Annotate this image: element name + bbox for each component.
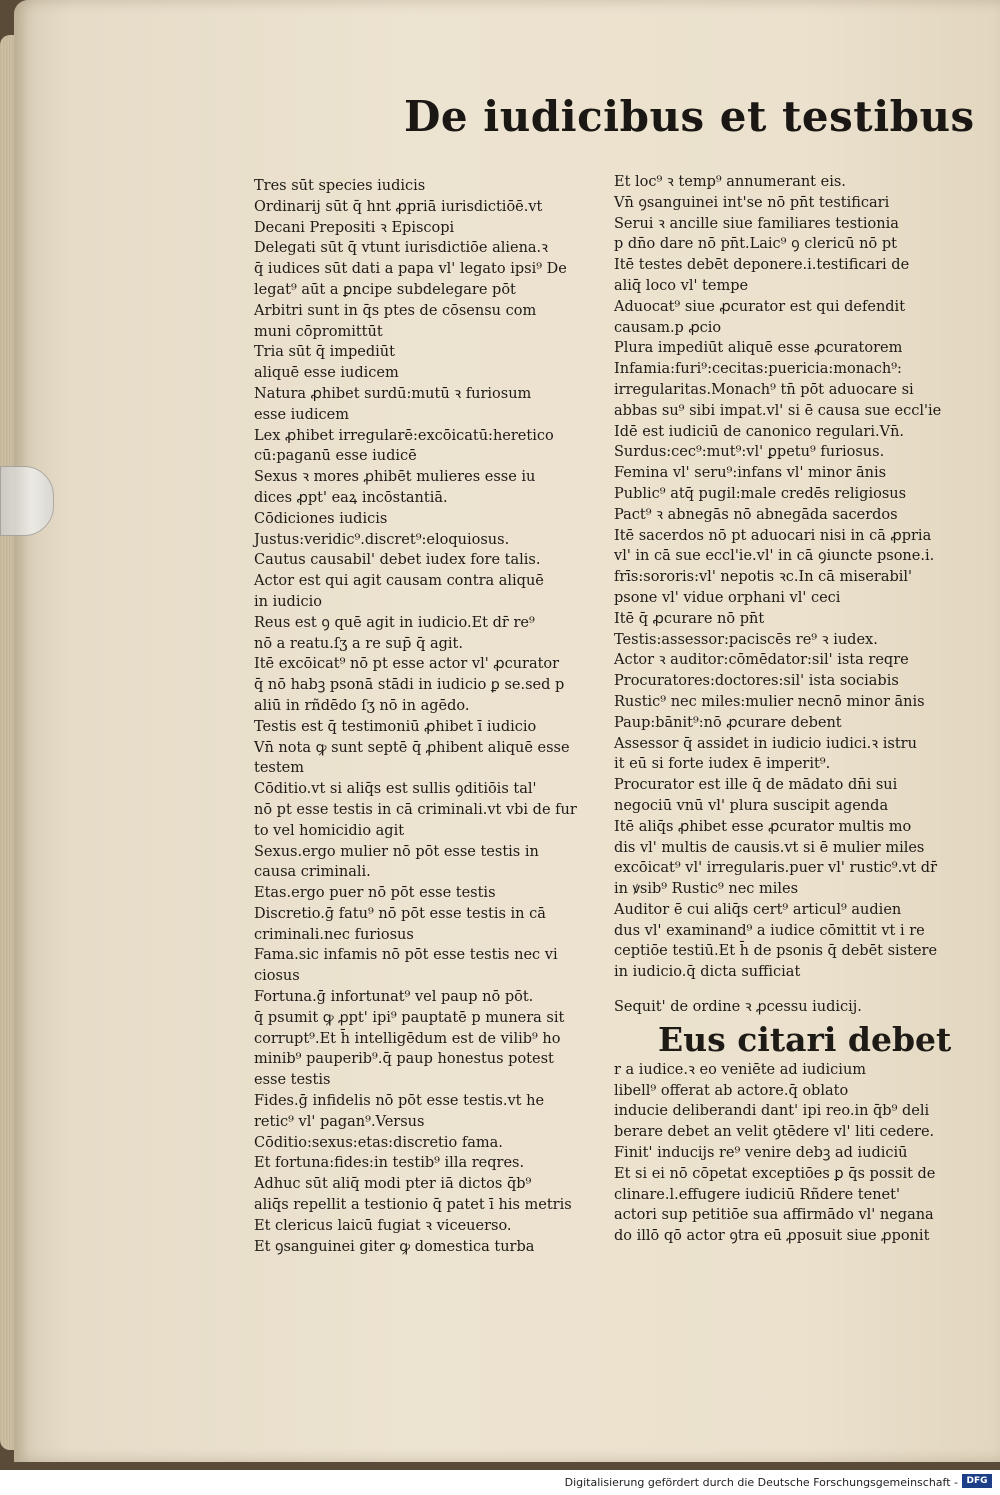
text-line: Auditor ē cui aliq̄s cert⁹ articul⁹ audien — [614, 901, 902, 918]
text-line: psone vl' vidue orphani vl' ceci — [614, 589, 841, 606]
text-line: Vn̄ ꝯsanguinei int'se nō pn̄t testificari — [614, 194, 890, 211]
text-line: Public⁹ atq̄ pugil:male credēs religiosus — [614, 485, 907, 502]
page-heading: De iudicibus et testibus — [404, 92, 975, 141]
text-line: to vel homicidio agit — [254, 822, 405, 839]
text-line: Pact⁹ ꝛ abnegās nō abnegāda sacerdos — [614, 506, 898, 523]
text-line: Sexus.ergo mulier nō pōt esse testis in — [254, 843, 539, 860]
text-line: retic⁹ vl' pagan⁹.Versus — [254, 1113, 425, 1130]
text-line: Testis:assessor:paciscēs re⁹ ꝛ iudex. — [614, 631, 878, 648]
text-line: vl' in cā sue eccl'ie.vl' in cā ꝯiuncte psone.i. — [614, 548, 935, 565]
text-line: aliū in rñdēdo ſʒ nō in agēdo. — [254, 697, 470, 714]
text-line: Sexus ꝛ mores ꝓhibēt mulieres esse iu — [254, 469, 536, 486]
text-line: Et loc⁹ ꝛ temp⁹ annumerant eis. — [614, 174, 846, 190]
text-line: muni cōpromittūt — [254, 323, 383, 340]
text-line: Paup:bānit⁹:nō ꝓcurare debent — [614, 714, 842, 731]
text-line: Fama.sic infamis nō pōt esse testis nec vi — [254, 947, 558, 964]
text-line: Fortuna.ḡ infortunat⁹ vel paup nō pōt. — [254, 989, 534, 1006]
right-column — [614, 172, 954, 1245]
dfg-logo: DFG — [962, 1474, 992, 1488]
text-line: Itē aliq̄s ꝓhibet esse ꝓcurator multis mo — [614, 818, 912, 835]
text-line: abbas su⁹ sibi impat.vl' si ē causa sue eccl'ie — [614, 402, 942, 419]
text-line: irregularitas.Monach⁹ tn̄ pōt aduocare si — [614, 381, 914, 398]
text-line: criminali.nec furiosus — [254, 926, 414, 943]
text-line: Cōditio:sexus:etas:discretio fama. — [254, 1134, 503, 1151]
text-line: legat⁹ aūt a ꝑncipe subdelegare pōt — [254, 281, 516, 298]
text-line: Et clericus laicū fugiat ꝛ viceuerso. — [254, 1217, 512, 1234]
text-line: Rustic⁹ nec miles:mulier necnō minor ānis — [614, 693, 925, 710]
footer-bar — [0, 1470, 1000, 1495]
text-line: Procurator est ille q̄ de mādato dn̄i sui — [614, 777, 898, 794]
page-clip — [0, 466, 54, 536]
big-heading: Eus citari debet — [658, 1019, 952, 1059]
text-line: causa criminali. — [254, 864, 371, 881]
text-line: Femina vl' seru⁹:infans vl' minor ānis — [614, 465, 887, 482]
text-line: frīs:sororis:vl' nepotis ꝛc.In cā miserabil' — [614, 569, 913, 586]
text-line: Assessor q̄ assidet in iudicio iudici.ꝛ istru — [614, 735, 917, 752]
text-line: Tria sūt q̄ impediūt — [254, 344, 395, 361]
text-line: Actor ꝛ auditor:cōmēdator:sil' ista reqre — [614, 652, 909, 669]
text-line: testem — [254, 760, 305, 777]
text-line: Delegati sūt q̄ vtunt iurisdictiōe aliena.ꝛ — [254, 240, 549, 257]
text-line: Itē excōicat⁹ nō pt esse actor vl' ꝓcurator — [254, 656, 560, 673]
text-line: inducie deliberandi dant' ipi reo.in q̄b⁹ deli — [614, 1103, 930, 1120]
text-line: Itē q̄ ꝓcurare nō pn̄t — [614, 610, 765, 627]
text-line: causam.p ꝓcio — [614, 319, 722, 336]
text-line: actori sup petitiōe sua affirmādo vl' negana — [614, 1207, 934, 1224]
text-line: q̄ nō habꝫ psonā stādi in iudicio ꝑ se.sed p — [254, 677, 565, 694]
text-line: Infamia:furi⁹:cecitas:puericia:monach⁹: — [614, 361, 902, 378]
text-line: Finit' inducijs re⁹ venire debꝫ ad iudiciū — [614, 1145, 908, 1162]
text-line: berare debet an velit ꝯtēdere vl' liti cedere. — [614, 1124, 935, 1141]
footer-credit: Digitalisierung gefördert durch die Deutsche Forschungsgemeinschaft - — [564, 1476, 958, 1489]
text-line: Cōdiciones iudicis — [254, 510, 388, 527]
text-line: Serui ꝛ ancille siue familiares testionia — [614, 215, 899, 232]
text-line: Plura impediūt aliquē esse ꝓcuratorem — [614, 340, 903, 357]
text-line: it eū si forte iudex ē imperit⁹. — [614, 756, 831, 773]
text-line: q̄ iudices sūt dati a papa vl' legato ipsi⁹ De — [254, 261, 567, 278]
text-line: Itē sacerdos nō pt aduocari nisi in cā ꝓpria — [614, 527, 932, 544]
text-line: Adhuc sūt aliq̄ modi pter iā dictos q̄b⁹ — [254, 1176, 532, 1193]
text-line: Etas.ergo puer nō pōt esse testis — [254, 885, 496, 902]
text-line: nō a reatu.ſʒ a re sup̄ q̄ agit. — [254, 635, 463, 652]
section-heading: Sequit' de ordine ꝛ ꝓcessu iudicij. — [614, 999, 862, 1016]
text-line: Idē est iudiciū de canonico regulari.Vn̄. — [614, 423, 905, 440]
text-line: Justus:veridic⁹.discret⁹:eloquiosus. — [254, 531, 510, 548]
text-line: aliq̄s repellit a testionio q̄ patet ī his metris — [254, 1197, 572, 1214]
text-line: in iudicio.q̄ dicta sufficiat — [614, 964, 801, 981]
text-line: Lex ꝓhibet irregularē:excōicatū:heretico — [254, 427, 554, 444]
text-line: excōicat⁹ vl' irregularis.puer vl' rustic⁹.vt dr̄ — [614, 860, 938, 877]
text-line: Et fortuna:fides:in testib⁹ illa reqres. — [254, 1155, 525, 1172]
text-line: Tres sūt species iudicis — [254, 178, 426, 194]
text-line: in ꝟsib⁹ Rustic⁹ nec miles — [614, 881, 799, 898]
text-line: do illō qō actor ꝯtra eū ꝓposuit siue ꝓponit — [614, 1228, 930, 1245]
text-line: Fides.ḡ infidelis nō pōt esse testis.vt he — [254, 1093, 545, 1110]
text-line: dus vl' examinand⁹ a iudice cōmittit vt i re — [614, 922, 925, 939]
text-line: Reus est ꝯ quē agit in iudicio.Et dr̄ re⁹ — [254, 614, 535, 631]
book-page — [14, 0, 1000, 1462]
text-line: esse iudicem — [254, 406, 350, 423]
right-column-bottom — [614, 1060, 954, 1247]
text-line: Itē testes debēt deponere.i.testificari de — [614, 257, 910, 274]
text-line: ceptiōe testiū.Et h̄ de psonis q̄ debēt sistere — [614, 943, 938, 960]
text-line: Decani Prepositi ꝛ Episcopi — [254, 219, 455, 236]
text-line: Ordinarij sūt q̄ hnt ꝓpriā iurisdictiōē.vt — [254, 198, 543, 215]
text-line: dis vl' multis de causis.vt si ē mulier miles — [614, 839, 925, 856]
text-line: Natura ꝓhibet surdū:mutū ꝛ furiosum — [254, 385, 532, 402]
text-line: esse testis — [254, 1072, 331, 1089]
text-line: Cōditio.vt si aliq̄s est sullis ꝯditiōis tal' — [254, 781, 537, 798]
text-line: Discretio.ḡ fatu⁹ nō pōt esse testis in cā — [254, 905, 546, 922]
text-line: in iudicio — [254, 593, 322, 610]
text-line: q̄ psumit ꝙ ꝓpt' ipi⁹ pauptatē p munera sit — [254, 1009, 565, 1026]
text-line: Procuratores:doctores:sil' ista sociabis — [614, 673, 899, 690]
left-column — [254, 176, 589, 1255]
right-column-top — [614, 172, 954, 983]
text-line: nō pt esse testis in cā criminali.vt vbi de fur — [254, 801, 577, 818]
text-line: Actor est qui agit causam contra aliquē — [254, 573, 544, 590]
text-line: r a iudice.ꝛ eo veniēte ad iudicium — [614, 1061, 867, 1078]
text-line: ciosus — [254, 968, 300, 985]
text-line: clinare.l.effugere iudiciū Rñdere tenet' — [614, 1186, 900, 1203]
text-line: Vn̄ nota ꝙ sunt septē q̄ ꝓhibent aliquē esse — [254, 739, 570, 756]
text-line: cū:paganū esse iudicē — [254, 448, 417, 465]
text-line: libell⁹ offerat ab actore.q̄ oblato — [614, 1082, 849, 1099]
text-line: Arbitri sunt in q̄s ptes de cōsensu com — [254, 302, 537, 319]
text-line: p dn̄o dare nō pn̄t.Laic⁹ ꝯ clericū nō pt — [614, 236, 897, 253]
text-line: corrupt⁹.Et h̄ intelligēdum est de vilib⁹ ho — [254, 1030, 561, 1047]
text-line: Aduocat⁹ siue ꝓcurator est qui defendit — [614, 298, 906, 315]
text-line: Cautus causabil' debet iudex fore talis. — [254, 552, 541, 569]
text-line: Et ꝯsanguinei giter ꝙ domestica turba — [254, 1238, 535, 1255]
text-line: Surdus:cec⁹:mut⁹:vl' ꝑpetu⁹ furiosus. — [614, 444, 885, 461]
text-line: aliq̄ loco vl' tempe — [614, 277, 749, 294]
text-line: minib⁹ pauperib⁹.q̄ paup honestus potest — [254, 1051, 554, 1068]
text-line: negociū vnū vl' plura suscipit agenda — [614, 797, 889, 814]
text-line: Et si ei nō cōpetat exceptiōes ꝑ q̄s possit de — [614, 1165, 936, 1182]
text-line: aliquē esse iudicem — [254, 365, 399, 382]
text-line: Testis est q̄ testimoniū ꝓhibet ī iudicio — [254, 718, 537, 735]
text-line: dices ꝓpt' eaꝝ incōstantiā. — [254, 489, 448, 506]
